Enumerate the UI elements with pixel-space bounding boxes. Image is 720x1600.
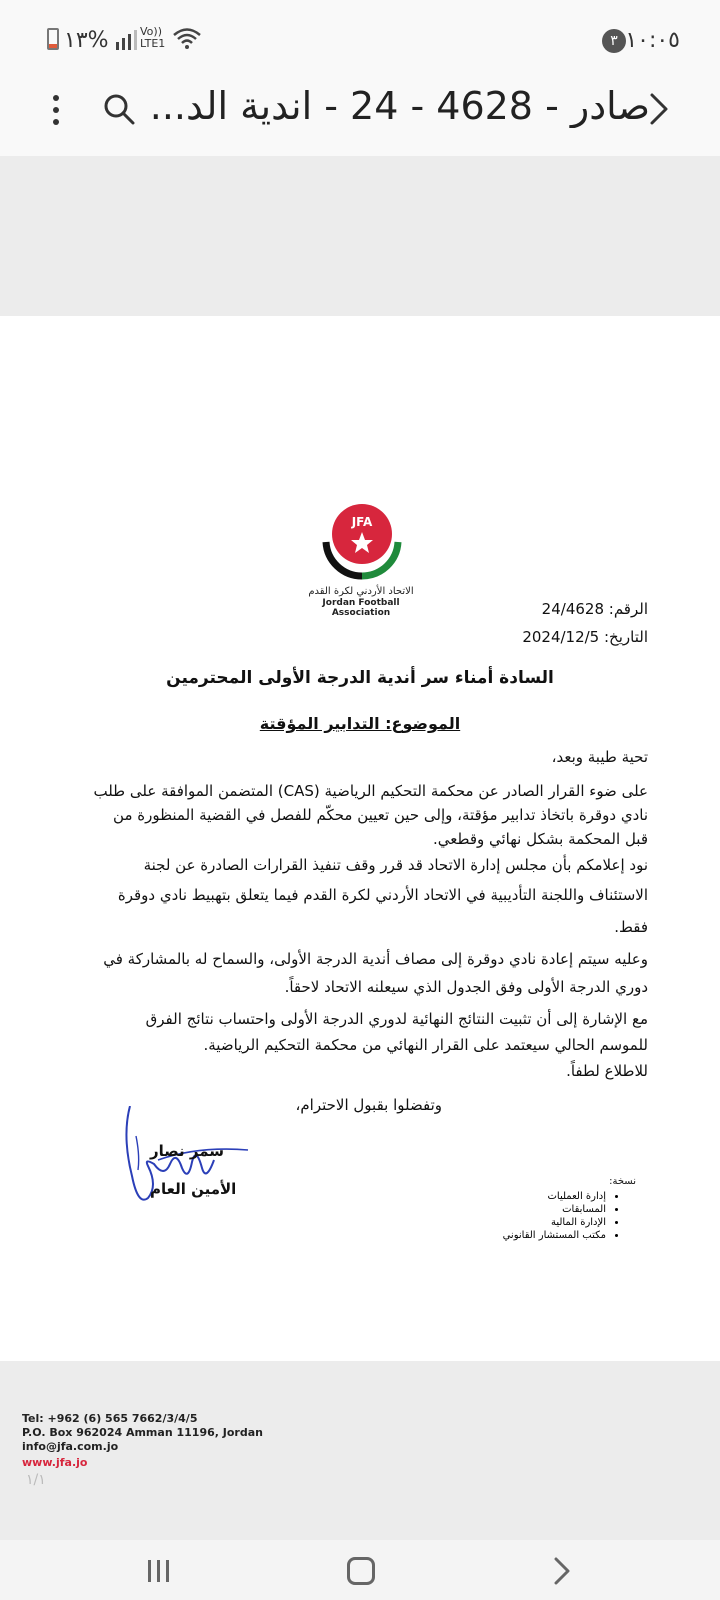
body-line: نادي دوقرة باتخاذ تدابير مؤقتة، وإلى حين تعيين محكّم للفصل في القضية المنظورة من [113, 806, 648, 824]
more-options-icon[interactable] [46, 90, 66, 130]
contact-po-box: P.O. Box 962024 Amman 11196, Jordan [22, 1426, 263, 1439]
body-line: على ضوء القرار الصادر عن محكمة التحكيم الرياضية (CAS) المتضمن الموافقة على طلب [93, 782, 648, 800]
clock: ١٠:٠٥ [625, 28, 680, 53]
battery-percentage: ١٣% [64, 28, 109, 53]
addressee: السادة أمناء سر أندية الدرجة الأولى المحترمين [166, 668, 554, 688]
org-name-arabic: الاتحاد الأردني لكرة القدم [308, 586, 414, 597]
signer-title: الأمين العام [150, 1180, 237, 1198]
document-viewer[interactable] [0, 156, 720, 1540]
org-name-english: Jordan Football Association [322, 598, 400, 618]
recent-apps-icon[interactable] [146, 1558, 172, 1584]
app-bar [0, 70, 720, 156]
body-line: الاستئناف واللجنة التأديبية في الاتحاد الأردني لكرة القدم فيما يتعلق بتهبيط نادي دوقرة [117, 886, 648, 904]
greeting: تحية طيبة وبعد، [551, 748, 648, 766]
home-button[interactable] [347, 1557, 375, 1585]
body-line: فقط. [614, 918, 648, 936]
handwritten-signature [118, 1106, 258, 1216]
nav-back-icon[interactable] [552, 1557, 572, 1585]
body-line: قبل المحكمة بشكل نهائي وقطعي. [433, 830, 648, 848]
signer-name: سمر نصار [150, 1142, 225, 1160]
notification-badge: ٣ [602, 29, 626, 53]
copy-recipient: • إدارة العمليات [503, 1190, 606, 1203]
jfa-logo [320, 496, 404, 580]
copy-recipient: • المسابقات [503, 1203, 606, 1216]
contact-email: info@jfa.com.jo [22, 1440, 119, 1453]
body-line: وعليه سيتم إعادة نادي دوقرة إلى مصاف أندية الدرجة الأولى، والسماح له بالمشاركة في [103, 950, 648, 968]
wifi-icon [172, 26, 202, 50]
system-navigation-bar [0, 1540, 720, 1600]
contact-website: www.jfa.jo [22, 1456, 88, 1469]
body-line: دوري الدرجة الأولى وفق الجدول الذي سيعلنه الاتحاد لاحقاً. [284, 978, 648, 996]
body-line: مع الإشارة إلى أن تثبيت النتائج النهائية لدوري الدرجة الأولى واحتساب نتائج الفرق [145, 1010, 648, 1028]
body-line: نود إعلامكم بأن مجلس إدارة الاتحاد قد قرر وقف تنفيذ القرارات الصادرة عن لجنة [143, 856, 648, 874]
search-icon[interactable] [102, 92, 136, 126]
battery-icon [47, 28, 59, 50]
copy-recipient: • مكتب المستشار القانوني [503, 1229, 606, 1242]
contact-phone: Tel: +962 (6) 565 7662/3/4/5 [22, 1412, 198, 1425]
copy-recipient: • الإدارة المالية [503, 1216, 606, 1229]
document-page [0, 316, 720, 1488]
closing: وتفضلوا بقبول الاحترام، [295, 1096, 442, 1114]
signal-icon [116, 30, 138, 50]
status-bar [0, 0, 720, 70]
copies-list [503, 1190, 618, 1242]
back-chevron-icon[interactable] [646, 92, 672, 126]
network-indicator: Vo)) LTE1 [140, 25, 166, 50]
document-title: صادر - 4628 - 24 - اندية الد... [150, 84, 650, 128]
page-number: ١/١ [26, 1472, 46, 1488]
copies-label: نسخة: [609, 1176, 636, 1187]
subject: الموضوع: التدابير المؤقتة [259, 714, 461, 733]
letter-date: التاريخ: 2024/12/5 [522, 628, 648, 646]
body-line: للاطلاع لطفاً. [566, 1062, 648, 1080]
reference-number: الرقم: 24/4628 [541, 600, 648, 618]
svg-text:JFA: JFA [351, 515, 373, 529]
body-line: للموسم الحالي سيعتمد على القرار النهائي من محكمة التحكيم الرياضية. [203, 1036, 648, 1054]
